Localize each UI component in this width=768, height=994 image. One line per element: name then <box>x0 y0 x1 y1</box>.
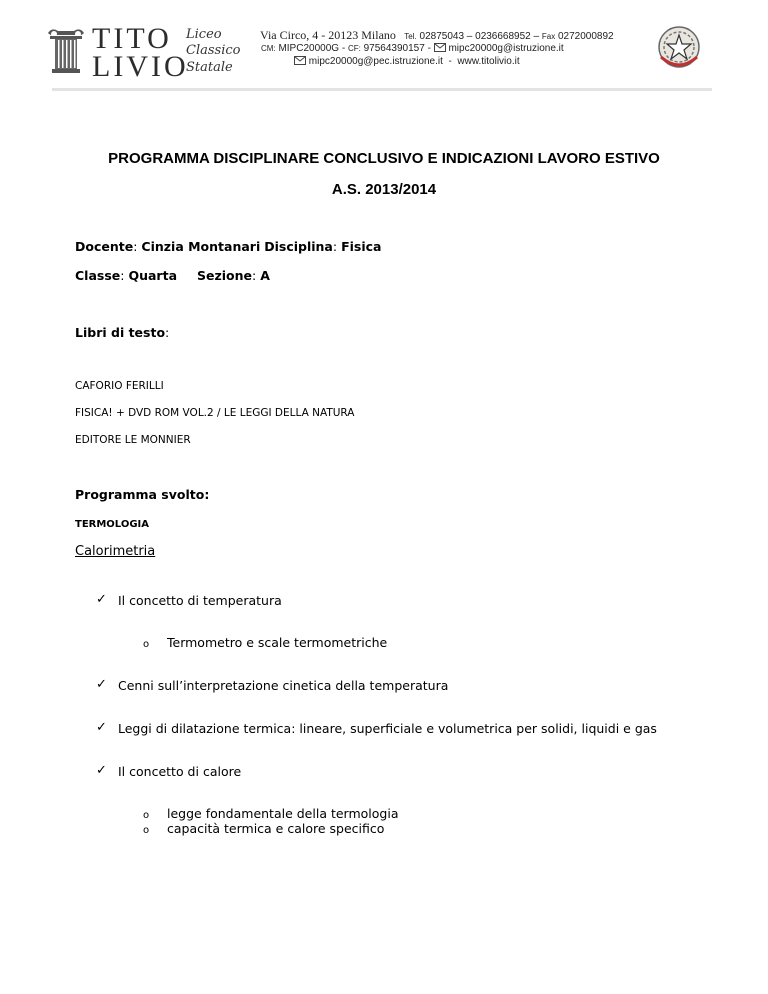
cf-value: 97564390157 - <box>363 43 431 54</box>
cm-label: CM: <box>261 44 276 53</box>
address: Via Circo, 4 - 20123 Milano <box>260 28 396 42</box>
tel-value: 02875043 – 0236668952 – <box>419 31 540 42</box>
disciplina-value: Fisica <box>341 239 382 254</box>
website-link[interactable]: www.titolivio.it <box>457 56 520 67</box>
header-divider <box>52 88 712 91</box>
teacher-line <box>75 241 381 254</box>
colon: : <box>133 239 138 254</box>
logo-statale: Statale <box>186 60 233 75</box>
email-link[interactable]: mipc20000g@istruzione.it <box>448 43 564 54</box>
document-title: PROGRAMMA DISCIPLINARE CONCLUSIVO E INDICAZIONI LAVORO ESTIVO <box>108 150 660 167</box>
envelope-icon <box>434 43 446 52</box>
fax-label: Fax <box>541 32 556 41</box>
book-title: FISICA! + DVD ROM VOL.2 / LE LEGGI DELLA NATURA <box>75 407 355 419</box>
italian-republic-emblem-icon <box>655 23 703 73</box>
books-heading-label: Libri di testo <box>75 325 166 340</box>
list-item: Il concetto di calore <box>118 764 242 779</box>
disciplina-label: Disciplina <box>264 239 333 254</box>
list-item: Il concetto di temperatura <box>118 593 282 608</box>
colon: : <box>165 325 170 340</box>
sub-list-item: capacità termica e calore specifico <box>167 821 385 836</box>
tel-label: Tel. <box>404 32 417 41</box>
header-codes-line <box>261 43 564 54</box>
ionic-column-logo-icon <box>46 27 86 73</box>
classe-value: Quarta <box>128 268 178 283</box>
list-item: Cenni sull’interpretazione cinetica della temperatura <box>118 678 449 693</box>
sezione-label: Sezione <box>197 268 253 283</box>
book-author: CAFORIO FERILLI <box>75 380 164 392</box>
cm-value: MIPC20000G - <box>278 43 346 54</box>
checkmark-icon: ✓ <box>96 720 107 735</box>
logo-classico: Classico <box>186 43 241 58</box>
checkmark-icon: ✓ <box>96 677 107 692</box>
logo-liceo: Liceo <box>186 27 222 42</box>
program-heading: Programma svolto: <box>75 487 210 502</box>
section-termologia: TERMOLOGIA <box>75 519 149 530</box>
books-heading <box>75 327 169 340</box>
fax-value: 0272000892 <box>558 31 614 42</box>
header-web-line <box>294 56 520 67</box>
separator: - <box>448 56 452 67</box>
sub-bullet: o <box>143 810 150 821</box>
header-address-line <box>260 29 614 42</box>
colon: : <box>332 239 338 254</box>
classe-label: Classe <box>75 268 121 283</box>
list-item: Leggi di dilatazione termica: lineare, superficiale e volumetrica per solidi, liquidi e gas <box>118 721 657 736</box>
colon: : <box>120 268 125 283</box>
sezione-value: A <box>260 268 270 283</box>
book-publisher: EDITORE LE MONNIER <box>75 434 191 446</box>
pec-link[interactable]: mipc20000g@pec.istruzione.it <box>308 56 443 67</box>
section-line <box>197 270 270 283</box>
sub-bullet: o <box>143 825 150 836</box>
sub-bullet: o <box>143 639 150 650</box>
subsection-calorimetria: Calorimetria <box>75 544 156 559</box>
checkmark-icon: ✓ <box>96 592 107 607</box>
colon: : <box>252 268 257 283</box>
class-line <box>75 270 177 283</box>
envelope-icon <box>294 56 306 65</box>
docente-label: Docente <box>75 239 134 254</box>
logo-word-tito: TITO <box>92 22 172 55</box>
sub-list-item: legge fondamentale della termologia <box>167 806 399 821</box>
sub-list-item: Termometro e scale termometriche <box>167 635 388 650</box>
docente-value: Cinzia Montanari <box>141 239 261 254</box>
logo-word-livio: LIVIO <box>92 50 189 83</box>
cf-label: CF: <box>347 44 361 53</box>
checkmark-icon: ✓ <box>96 763 107 778</box>
school-year: A.S. 2013/2014 <box>331 181 437 198</box>
